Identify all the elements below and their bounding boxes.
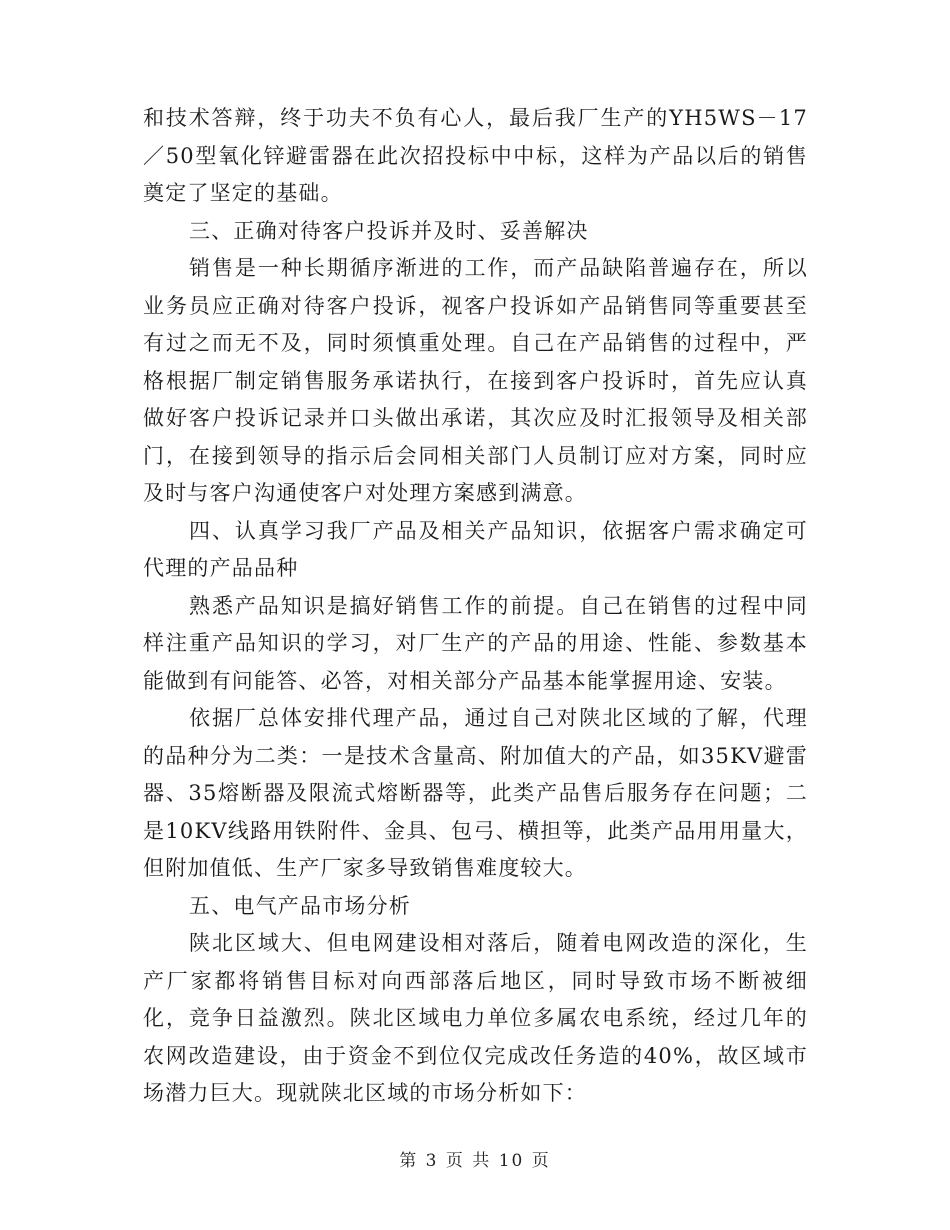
- section-heading: 四、认真学习我厂产品及相关产品知识，依据客户需求确定可代理的产品品种: [143, 518, 808, 580]
- page-number-footer: 第 3 页 共 10 页: [399, 1151, 551, 1171]
- section-heading: 五、电气产品市场分析: [189, 893, 411, 918]
- paragraph: 陕北区域大、但电网建设相对落后，随着电网改造的深化，生产厂家都将销售目标对向西部落后地区，同时导致市场不断被细化，竞争日益激烈。陕北区域电力单位多属农电系统，经过几年的农网改造建设，由于资金不到位仅完成改任务造的40%，故区域市场潜力巨大。现就陕北区域的市场分析如下：: [143, 931, 808, 1105]
- paragraph: 依据厂总体安排代理产品，通过自己对陕北区域的了解，代理的品种分为二类：一是技术含量高、附加值大的产品，如35KV避雷器、35熔断器及限流式熔断器等，此类产品售后服务存在问题；二是10KV线路用铁附件、金具、包弓、横担等，此类产品用用量大，但附加值低、生产厂家多导致销售难度较大。: [143, 706, 808, 880]
- document-body: [143, 100, 808, 1113]
- section-heading: 三、正确对待客户投诉并及时、妥善解决: [189, 218, 589, 243]
- paragraph: 和技术答辩，终于功夫不负有心人，最后我厂生产的YH5WS－17／50型氧化锌避雷器在此次招投标中中标，这样为产品以后的销售奠定了坚定的基础。: [143, 106, 808, 205]
- paragraph: 销售是一种长期循序渐进的工作，而产品缺陷普遍存在，所以业务员应正确对待客户投诉，视客户投诉如产品销售同等重要甚至有过之而无不及，同时须慎重处理。自己在产品销售的过程中，严格根据厂制定销售服务承诺执行，在接到客户投诉时，首先应认真做好客户投诉记录并口头做出承诺，其次应及时汇报领导及相关部门，在接到领导的指示后会同相关部门人员制订应对方案，同时应及时与客户沟通使客户对处理方案感到满意。: [143, 256, 808, 505]
- paragraph: 熟悉产品知识是搞好销售工作的前提。自己在销售的过程中同样注重产品知识的学习，对厂生产的产品的用途、性能、参数基本能做到有问能答、必答，对相关部分产品基本能掌握用途、安装。: [143, 593, 808, 693]
